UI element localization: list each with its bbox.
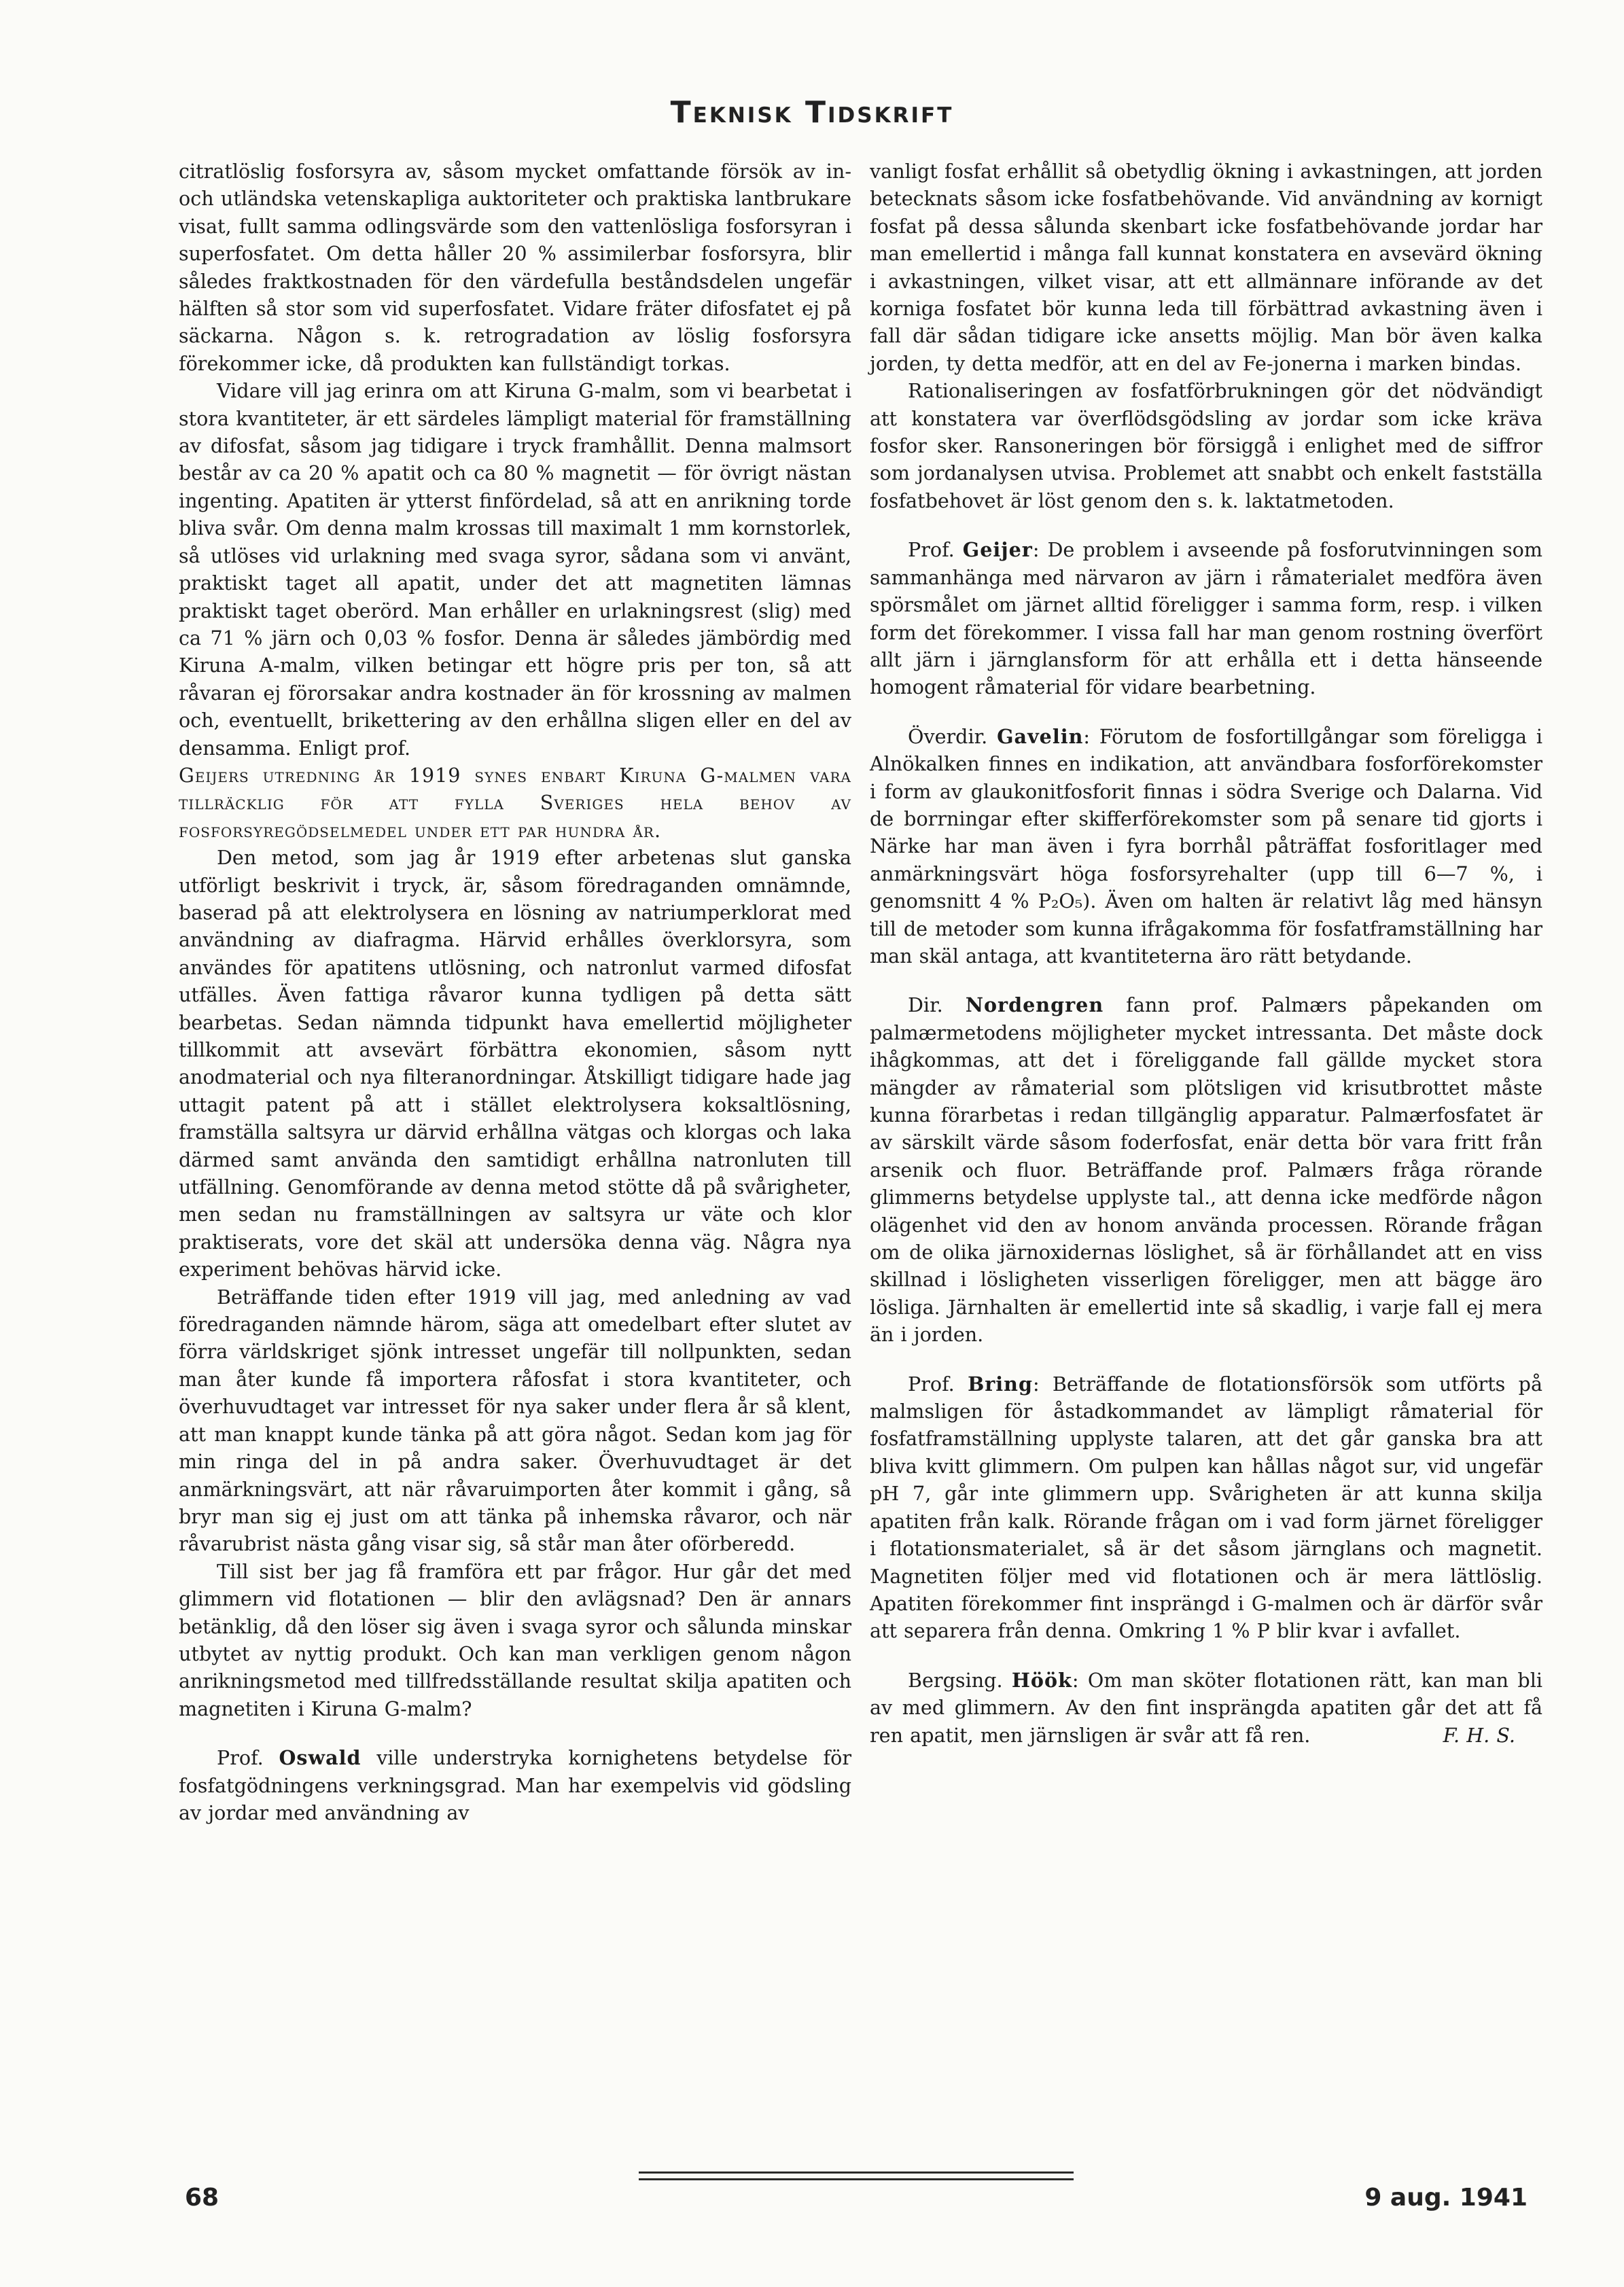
speaker-text: : Förutom de fosfortillgångar som föreligga i Alnökalken finnes en indikation, att användbara fosforförekomster i form av glaukonitfosforit finnas i södra Sverige och Dalarna. Vid de borrningar efter skifferförekomster som på senare tid gjorts i Närke har man även i fyra borrhål påträffat fosforitlager med anmärkningsvärt höga fosforsyrehalter (upp till 6—7 %, i genomsnitt 4 % P₂O₅). Även om halten är relativt låg med hänsyn till de metoder som kunna ifrågakomma för fosfatframställning har man skäl antaga, att kvantiteterna äro rätt betydande. [870, 724, 1542, 968]
speaker-name: Bring [968, 1372, 1033, 1396]
speaker-name: Gavelin [997, 724, 1084, 748]
speaker-prefix: Prof. [908, 1372, 968, 1396]
speaker-name: Oswald [279, 1746, 361, 1770]
right-column [870, 158, 1542, 1749]
paragraph: Geijers utredning år 1919 synes enbart Kiruna G-malmen vara tillräcklig för att fylla Sveriges hela behov av fosforsyregödselmedel under ett par hundra år. [179, 763, 851, 842]
speaker-paragraph [870, 1370, 1542, 1645]
signature: F. H. S. [1443, 1723, 1515, 1747]
speaker-paragraph [870, 536, 1542, 701]
speaker-paragraph [870, 1667, 1542, 1749]
speaker-text: : Om man sköter flotationen rätt, kan man bli av med glimmern. Av den fint insprängda apatiten går det att få ren apatit, men järnsligen är svår att få ren. [870, 1668, 1543, 1747]
speaker-text: : Beträffande de flotationsförsök som utförts på malmsligen för åstadkommandet av lämpligt råmaterial för fosfatframställning upplyste talaren, att det går ganska bra att bliva kvitt glimmern. Om pulpen kan hållas något sur, vid ungefär pH 7, går inte glimmern upp. Svårigheten är att kunna skilja apatiten från kalk. Rörande frågan om i vad form järnet föreligger i flotationsmaterialet, så är det såsom järnglans och magnetit. Magnetiten följer med vid flotationen och är mera lättlöslig. Apatiten förekommer fint insprängd i G-malmen och är därför svår att separera från denna. Omkring 1 % P blir kvar i avfallet. [870, 1372, 1542, 1643]
speaker-prefix: Överdir. [908, 724, 998, 748]
speaker-name: Höök [1011, 1668, 1072, 1692]
paragraph: Till sist ber jag få framföra ett par frågor. Hur går det med glimmern vid flotationen — blir den avlägsnad? Den är annars betänklig, då den löser sig även i svaga syror och sålunda minskar utbytet av nyttig produkt. Och kan man verkligen genom någon anrikningsmetod med tillfredsställande resultat skilja apatiten och magnetiten i Kiruna G-malm? [179, 1559, 851, 1720]
speaker-text: ville understryka kornighetens betydelse för fosfatgödningens verkningsgrad. Man har exempelvis vid gödsling av jordar med användning av [179, 1746, 851, 1824]
speaker-prefix: Bergsing. [908, 1668, 1012, 1692]
issue-date: 9 aug. 1941 [1364, 2184, 1528, 2212]
speaker-text: : De problem i avseende på fosforutvinningen som sammanhänga med närvaron av järn i råmaterialet medföra även spörsmålet om järnet alltid föreligger i samma form, resp. i vilken form det förekommer. I vissa fall har man genom rostning överfört allt järn i järnglansform för att erhålla ett i detta hänseende homogent råmaterial för vidare bearbetning. [870, 538, 1543, 699]
speaker-prefix: Prof. [217, 1746, 279, 1770]
paragraph: Beträffande tiden efter 1919 vill jag, med anledning av vad föredraganden nämnde härom, säga att omedelbart efter slutet av förra världskriget sjönk intresset ungefär till nollpunkten, sedan man åter kunde få importera råfosfat i stora kvantiteter, och överhuvudtaget var intresset för nya saker under flera år så klent, att man knappt kunde tänka på att göra något. Sedan kom jag för min ringa del in på andra saker. Överhuvudtaget är det anmärkningsvärt, att när råvaruimporten åter kommit i gång, så bryr man sig ej just om att tänka på inhemska råvaror, och när råvarubrist nästa gång visar sig, så står man åter oförberedd. [179, 1285, 851, 1556]
footer-rule [639, 2171, 1074, 2174]
masthead: Teknisk Tidskrift [670, 95, 954, 130]
speaker-paragraph [870, 723, 1542, 970]
footer-rule [639, 2178, 1074, 2180]
paragraph: Rationaliseringen av fosfatförbrukningen gör det nödvändigt att konstatera var överflödsgödsling av jordar som icke kräva fosfor sker. Ransoneringen bör försiggå i enlighet med de siffror som jordanalysen utvisa. Problemet att snabbt och enkelt fastställa fosfatbehovet är löst genom den s. k. laktatmetoden. [870, 379, 1542, 512]
paragraph: vanligt fosfat erhållit så obetydlig ökning i avkastningen, att jorden betecknats såsom icke fosfatbehövande. Vid användning av kornigt fosfat på dessa sålunda skenbart icke fosfatbehövande jordar har man emellertid i många fall kunnat konstatera en avsevärd ökning i avkastningen, vilket visar, att ett allmännare införande av det korniga fosfatet bör kunna leda till förbättrad avkastning även i fall där sådan tidigare icke ansetts möjlig. Man bör även kalka jorden, ty detta medför, att en del av Fe-jonerna i marken bindas. [870, 160, 1542, 375]
speaker-name: Nordengren [965, 993, 1104, 1017]
speaker-text: fann prof. Palmærs påpekanden om palmærmetodens möjligheter mycket intressanta. Det måste dock ihågkommas, att det i föreliggande fall gällde mycket stora mängder av råmaterial som plötsligen vid krisutbrottet måste kunna förarbetas i redan tillgänglig apparatur. Palmærfosfatet är av särskilt värde såsom foderfosfat, enär detta bör vara fritt från arsenik och fluor. Beträffande prof. Palmærs fråga rörande glimmerns betydelse upplyste tal., att denna icke medförde någon olägenhet vid den av honom använda processen. Rörande frågan om de olika järnoxidernas löslighet, så är förhållandet att en viss skillnad i lösligheten visserligen föreligger, men att bägge äro lösliga. Järnhalten är emellertid inte så skadlig, i varje fall ej mera än i jorden. [870, 993, 1542, 1347]
page-number: 68 [185, 2184, 219, 2212]
paragraph: Vidare vill jag erinra om att Kiruna G-malm, som vi bearbetat i stora kvantiteter, är ett särdeles lämpligt material för framställning av difosfat, såsom jag tidigare i tryck framhållit. Denna malmsort består av ca 20 % apatit och ca 80 % magnetit — för övrigt nästan ingenting. Apatiten är ytterst finfördelad, så att en anrikning torde bliva svår. Om denna malm krossas till maximalt 1 mm kornstorlek, så utlöses vid urlakning med svaga syror, sådana som vi använt, praktiskt taget all apatit, under det att magnetiten lämnas praktiskt taget oberörd. Man erhåller en urlakningsrest (slig) med ca 71 % järn och 0,03 % fosfor. Denna är således jämbördig med Kiruna A-malm, vilken betingar ett högre pris per ton, så att råvaran ej förorsakar andra kostnader än för krossning av malmen och, eventuellt, brikettering av den erhållna sligen eller en del av densamma. Enligt prof. [179, 379, 851, 760]
paragraph: citratlöslig fosforsyra av, såsom mycket omfattande försök av in- och utländska vetenskapliga auktoriteter och praktiska lantbrukare visat, fullt samma odlingsvärde som den vattenlösliga fosforsyran i superfosfatet. Om detta håller 20 % assimilerbar fosforsyra, blir således fraktkostnaden för den värdefulla beståndsdelen ungefär hälften så stor som vid superfosfatet. Vidare fräter difosfatet ej på säckarna. Någon s. k. retrogradation av löslig fosforsyra förekommer icke, då produkten kan fullständigt torkas. [179, 160, 851, 375]
speaker-prefix: Dir. [908, 993, 966, 1017]
speaker-paragraph [179, 1744, 851, 1826]
paragraph: Den metod, som jag år 1919 efter arbetenas slut ganska utförligt beskrivit i tryck, är, såsom föredraganden omnämnde, baserad på att elektrolysera en lösning av natriumperklorat med användning av diafragma. Härvid erhålles överklorsyra, som användes för apatitens utlösning, och natronlut varmed difosfat utfälles. Även fattiga råvaror kunna tydligen på detta sätt bearbetas. Sedan nämnda tidpunkt hava emellertid möjligheter tillkommit att avsevärt förbättra ekonomien, såsom nytt anodmaterial och nya filteranordningar. Åtskilligt tidigare hade jag uttagit patent på att i stället elektrolysera koksaltlösning, framställa saltsyra ur därvid erhållna vätgas och klorgas och laka därmed samt använda den samtidigt erhållna natronluten till utfällning. Genomförande av denna metod stötte då på svårigheter, men sedan nu framställningen av saltsyra ur väte och klor praktiserats, vore det skäl att undersöka denna väg. Några nya experiment behövas härvid icke. [179, 846, 851, 1281]
speaker-prefix: Prof. [908, 538, 963, 562]
speaker-name: Geijer [962, 538, 1033, 562]
left-column [179, 158, 851, 1826]
speaker-paragraph [870, 991, 1542, 1348]
